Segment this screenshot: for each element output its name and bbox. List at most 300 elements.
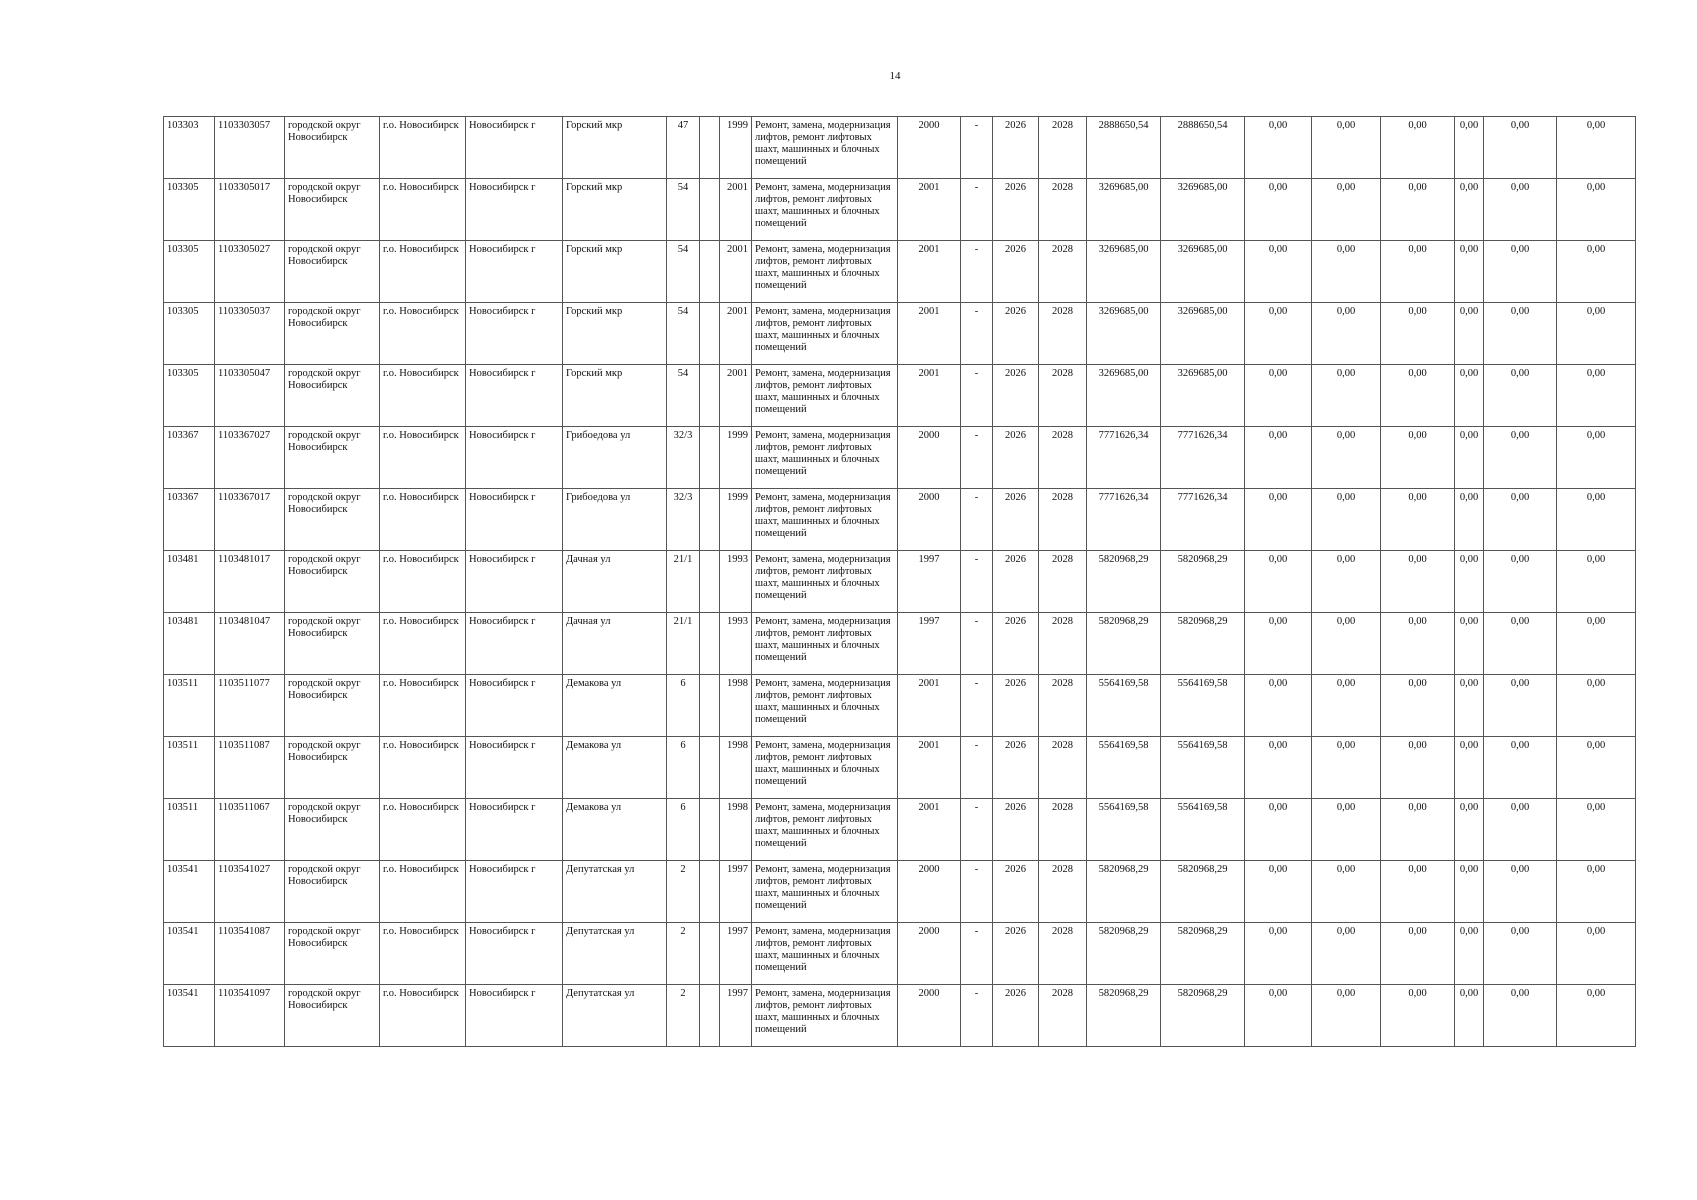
cell-year-to: 2028: [1039, 365, 1087, 427]
table-row: [164, 365, 1636, 427]
cell-municipality: г.о. Новосибирск: [380, 427, 466, 489]
cell-value-6: 0,00: [1557, 861, 1636, 923]
cell-value-1: 0,00: [1245, 427, 1312, 489]
cell-year-built: 1997: [720, 861, 752, 923]
cell-work-type: Ремонт, замена, модернизация лифтов, ремонт лифтовых шахт, машинных и блочных помещений: [752, 489, 898, 551]
cell-house: 6: [667, 675, 700, 737]
cell-cost-fund: 5820968,29: [1161, 985, 1245, 1047]
cell-mark: -: [961, 551, 993, 613]
cell-mark: -: [961, 923, 993, 985]
cell-year-built: 2001: [720, 179, 752, 241]
cell-cost-total: 7771626,34: [1087, 489, 1161, 551]
cell-value-4: 0,00: [1455, 489, 1484, 551]
cell-mark: -: [961, 303, 993, 365]
cell-house: 2: [667, 923, 700, 985]
cell-municipality: г.о. Новосибирск: [380, 551, 466, 613]
cell-value-2: 0,00: [1312, 427, 1381, 489]
cell-year-built: 1993: [720, 551, 752, 613]
cell-cost-fund: 5564169,58: [1161, 675, 1245, 737]
cell-district: городской округ Новосибирск: [285, 427, 380, 489]
cell-district: городской округ Новосибирск: [285, 799, 380, 861]
cell-locality: Новосибирск г: [466, 861, 563, 923]
cell-year-from: 2026: [993, 551, 1039, 613]
cell-id: 103305: [164, 365, 215, 427]
cell-locality: Новосибирск г: [466, 117, 563, 179]
cell-year-built: 1999: [720, 427, 752, 489]
cell-id: 103541: [164, 985, 215, 1047]
cell-street: Горский мкр: [563, 303, 667, 365]
cell-value-1: 0,00: [1245, 179, 1312, 241]
cell-block: [700, 303, 720, 365]
cell-locality: Новосибирск г: [466, 551, 563, 613]
cell-value-6: 0,00: [1557, 737, 1636, 799]
cell-id: 103305: [164, 303, 215, 365]
cell-value-1: 0,00: [1245, 923, 1312, 985]
cell-year-last-repair: 2000: [898, 861, 961, 923]
cell-district: городской округ Новосибирск: [285, 737, 380, 799]
cell-value-3: 0,00: [1381, 241, 1455, 303]
cell-value-2: 0,00: [1312, 799, 1381, 861]
cell-cost-total: 2888650,54: [1087, 117, 1161, 179]
cell-code: 1103305027: [215, 241, 285, 303]
table-row: [164, 303, 1636, 365]
table-row: [164, 117, 1636, 179]
cell-year-built: 2001: [720, 303, 752, 365]
cell-mark: -: [961, 737, 993, 799]
cell-mark: -: [961, 985, 993, 1047]
cell-cost-total: 3269685,00: [1087, 365, 1161, 427]
cell-year-last-repair: 2001: [898, 675, 961, 737]
cell-value-2: 0,00: [1312, 861, 1381, 923]
cell-value-3: 0,00: [1381, 985, 1455, 1047]
cell-block: [700, 861, 720, 923]
cell-district: городской округ Новосибирск: [285, 179, 380, 241]
cell-locality: Новосибирск г: [466, 179, 563, 241]
cell-cost-total: 5820968,29: [1087, 551, 1161, 613]
cell-cost-fund: 5820968,29: [1161, 923, 1245, 985]
cell-value-5: 0,00: [1484, 861, 1557, 923]
cell-year-built: 2001: [720, 365, 752, 427]
cell-year-from: 2026: [993, 861, 1039, 923]
cell-year-from: 2026: [993, 179, 1039, 241]
cell-value-4: 0,00: [1455, 613, 1484, 675]
cell-cost-fund: 3269685,00: [1161, 241, 1245, 303]
cell-value-5: 0,00: [1484, 179, 1557, 241]
cell-work-type: Ремонт, замена, модернизация лифтов, ремонт лифтовых шахт, машинных и блочных помещений: [752, 241, 898, 303]
cell-year-from: 2026: [993, 303, 1039, 365]
cell-value-3: 0,00: [1381, 923, 1455, 985]
table-row: [164, 613, 1636, 675]
cell-value-1: 0,00: [1245, 241, 1312, 303]
table-row: [164, 241, 1636, 303]
cell-value-6: 0,00: [1557, 923, 1636, 985]
cell-year-to: 2028: [1039, 675, 1087, 737]
cell-block: [700, 675, 720, 737]
table-row: [164, 551, 1636, 613]
cell-value-4: 0,00: [1455, 551, 1484, 613]
cell-year-last-repair: 1997: [898, 613, 961, 675]
cell-id: 103541: [164, 923, 215, 985]
cell-value-3: 0,00: [1381, 303, 1455, 365]
cell-year-last-repair: 2000: [898, 427, 961, 489]
cell-value-3: 0,00: [1381, 613, 1455, 675]
cell-value-6: 0,00: [1557, 241, 1636, 303]
cell-value-4: 0,00: [1455, 179, 1484, 241]
cell-municipality: г.о. Новосибирск: [380, 985, 466, 1047]
cell-locality: Новосибирск г: [466, 427, 563, 489]
cell-year-to: 2028: [1039, 923, 1087, 985]
cell-value-3: 0,00: [1381, 427, 1455, 489]
cell-year-to: 2028: [1039, 985, 1087, 1047]
cell-municipality: г.о. Новосибирск: [380, 489, 466, 551]
cell-value-1: 0,00: [1245, 365, 1312, 427]
cell-value-1: 0,00: [1245, 489, 1312, 551]
cell-value-5: 0,00: [1484, 117, 1557, 179]
cell-code: 1103511077: [215, 675, 285, 737]
cell-year-last-repair: 2001: [898, 365, 961, 427]
cell-year-built: 1999: [720, 489, 752, 551]
cell-year-last-repair: 2000: [898, 489, 961, 551]
cell-year-last-repair: 2000: [898, 985, 961, 1047]
cell-value-1: 0,00: [1245, 117, 1312, 179]
cell-year-to: 2028: [1039, 427, 1087, 489]
cell-cost-fund: 5564169,58: [1161, 737, 1245, 799]
cell-id: 103305: [164, 241, 215, 303]
cell-municipality: г.о. Новосибирск: [380, 241, 466, 303]
cell-year-to: 2028: [1039, 861, 1087, 923]
cell-code: 1103481047: [215, 613, 285, 675]
cell-value-3: 0,00: [1381, 737, 1455, 799]
cell-municipality: г.о. Новосибирск: [380, 613, 466, 675]
cell-year-from: 2026: [993, 675, 1039, 737]
table-body: [164, 117, 1636, 1047]
cell-value-6: 0,00: [1557, 489, 1636, 551]
cell-street: Горский мкр: [563, 241, 667, 303]
cell-code: 1103367027: [215, 427, 285, 489]
cell-work-type: Ремонт, замена, модернизация лифтов, ремонт лифтовых шахт, машинных и блочных помещений: [752, 551, 898, 613]
cell-id: 103305: [164, 179, 215, 241]
cell-value-3: 0,00: [1381, 799, 1455, 861]
cell-year-built: 2001: [720, 241, 752, 303]
cell-value-2: 0,00: [1312, 985, 1381, 1047]
cell-municipality: г.о. Новосибирск: [380, 179, 466, 241]
cell-year-last-repair: 2001: [898, 179, 961, 241]
cell-year-built: 1998: [720, 675, 752, 737]
cell-block: [700, 923, 720, 985]
cell-block: [700, 985, 720, 1047]
cell-value-2: 0,00: [1312, 675, 1381, 737]
cell-id: 103481: [164, 613, 215, 675]
cell-district: городской округ Новосибирск: [285, 613, 380, 675]
cell-value-5: 0,00: [1484, 489, 1557, 551]
cell-house: 54: [667, 179, 700, 241]
cell-cost-total: 3269685,00: [1087, 179, 1161, 241]
cell-house: 2: [667, 985, 700, 1047]
cell-year-last-repair: 2000: [898, 117, 961, 179]
cell-cost-total: 3269685,00: [1087, 241, 1161, 303]
cell-work-type: Ремонт, замена, модернизация лифтов, ремонт лифтовых шахт, машинных и блочных помещений: [752, 799, 898, 861]
cell-value-6: 0,00: [1557, 551, 1636, 613]
table-row: [164, 675, 1636, 737]
cell-value-4: 0,00: [1455, 427, 1484, 489]
cell-municipality: г.о. Новосибирск: [380, 799, 466, 861]
cell-value-3: 0,00: [1381, 861, 1455, 923]
cell-locality: Новосибирск г: [466, 985, 563, 1047]
cell-value-6: 0,00: [1557, 613, 1636, 675]
cell-block: [700, 179, 720, 241]
cell-house: 54: [667, 241, 700, 303]
cell-value-2: 0,00: [1312, 303, 1381, 365]
cell-house: 21/1: [667, 551, 700, 613]
cell-value-2: 0,00: [1312, 117, 1381, 179]
cell-year-to: 2028: [1039, 799, 1087, 861]
cell-value-2: 0,00: [1312, 179, 1381, 241]
cell-value-5: 0,00: [1484, 303, 1557, 365]
cell-year-built: 1993: [720, 613, 752, 675]
table-row: [164, 179, 1636, 241]
cell-block: [700, 551, 720, 613]
cell-value-3: 0,00: [1381, 365, 1455, 427]
cell-mark: -: [961, 179, 993, 241]
cell-value-1: 0,00: [1245, 861, 1312, 923]
cell-municipality: г.о. Новосибирск: [380, 675, 466, 737]
cell-cost-total: 3269685,00: [1087, 303, 1161, 365]
cell-work-type: Ремонт, замена, модернизация лифтов, ремонт лифтовых шахт, машинных и блочных помещений: [752, 737, 898, 799]
cell-code: 1103541087: [215, 923, 285, 985]
cell-cost-total: 5820968,29: [1087, 985, 1161, 1047]
cell-value-4: 0,00: [1455, 799, 1484, 861]
cell-code: 1103303057: [215, 117, 285, 179]
cell-district: городской округ Новосибирск: [285, 365, 380, 427]
cell-district: городской округ Новосибирск: [285, 675, 380, 737]
cell-cost-fund: 5820968,29: [1161, 613, 1245, 675]
cell-value-3: 0,00: [1381, 179, 1455, 241]
cell-value-2: 0,00: [1312, 613, 1381, 675]
cell-cost-total: 5820968,29: [1087, 861, 1161, 923]
cell-value-3: 0,00: [1381, 489, 1455, 551]
cell-value-2: 0,00: [1312, 737, 1381, 799]
cell-municipality: г.о. Новосибирск: [380, 303, 466, 365]
cell-house: 2: [667, 861, 700, 923]
cell-value-4: 0,00: [1455, 985, 1484, 1047]
cell-year-to: 2028: [1039, 117, 1087, 179]
cell-value-1: 0,00: [1245, 551, 1312, 613]
cell-code: 1103367017: [215, 489, 285, 551]
repair-program-table: [163, 116, 1636, 1047]
cell-value-2: 0,00: [1312, 551, 1381, 613]
cell-year-to: 2028: [1039, 303, 1087, 365]
cell-id: 103511: [164, 675, 215, 737]
cell-house: 54: [667, 365, 700, 427]
cell-value-2: 0,00: [1312, 365, 1381, 427]
cell-mark: -: [961, 365, 993, 427]
cell-value-1: 0,00: [1245, 675, 1312, 737]
cell-locality: Новосибирск г: [466, 303, 563, 365]
cell-value-3: 0,00: [1381, 675, 1455, 737]
cell-year-built: 1997: [720, 923, 752, 985]
cell-value-4: 0,00: [1455, 675, 1484, 737]
cell-value-2: 0,00: [1312, 923, 1381, 985]
cell-value-5: 0,00: [1484, 675, 1557, 737]
cell-locality: Новосибирск г: [466, 737, 563, 799]
cell-year-last-repair: 1997: [898, 551, 961, 613]
cell-cost-total: 5820968,29: [1087, 613, 1161, 675]
cell-municipality: г.о. Новосибирск: [380, 365, 466, 427]
cell-mark: -: [961, 675, 993, 737]
cell-code: 1103481017: [215, 551, 285, 613]
cell-id: 103541: [164, 861, 215, 923]
cell-district: городской округ Новосибирск: [285, 861, 380, 923]
cell-house: 6: [667, 737, 700, 799]
cell-work-type: Ремонт, замена, модернизация лифтов, ремонт лифтовых шахт, машинных и блочных помещений: [752, 613, 898, 675]
cell-street: Грибоедова ул: [563, 427, 667, 489]
cell-work-type: Ремонт, замена, модернизация лифтов, ремонт лифтовых шахт, машинных и блочных помещений: [752, 179, 898, 241]
cell-house: 32/3: [667, 427, 700, 489]
cell-street: Депутатская ул: [563, 861, 667, 923]
cell-house: 21/1: [667, 613, 700, 675]
cell-id: 103511: [164, 737, 215, 799]
cell-locality: Новосибирск г: [466, 613, 563, 675]
cell-year-to: 2028: [1039, 737, 1087, 799]
cell-municipality: г.о. Новосибирск: [380, 117, 466, 179]
cell-street: Горский мкр: [563, 117, 667, 179]
cell-code: 1103511087: [215, 737, 285, 799]
cell-value-6: 0,00: [1557, 365, 1636, 427]
cell-district: городской округ Новосибирск: [285, 923, 380, 985]
cell-value-6: 0,00: [1557, 985, 1636, 1047]
cell-year-from: 2026: [993, 737, 1039, 799]
cell-work-type: Ремонт, замена, модернизация лифтов, ремонт лифтовых шахт, машинных и блочных помещений: [752, 303, 898, 365]
cell-mark: -: [961, 241, 993, 303]
cell-street: Депутатская ул: [563, 985, 667, 1047]
cell-cost-total: 5564169,58: [1087, 799, 1161, 861]
cell-year-last-repair: 2001: [898, 799, 961, 861]
cell-id: 103367: [164, 489, 215, 551]
cell-id: 103481: [164, 551, 215, 613]
cell-year-from: 2026: [993, 241, 1039, 303]
cell-value-2: 0,00: [1312, 241, 1381, 303]
cell-work-type: Ремонт, замена, модернизация лифтов, ремонт лифтовых шахт, машинных и блочных помещений: [752, 861, 898, 923]
table-row: [164, 985, 1636, 1047]
cell-code: 1103541027: [215, 861, 285, 923]
cell-house: 54: [667, 303, 700, 365]
cell-year-from: 2026: [993, 923, 1039, 985]
cell-year-to: 2028: [1039, 241, 1087, 303]
cell-street: Горский мкр: [563, 179, 667, 241]
cell-cost-fund: 5564169,58: [1161, 799, 1245, 861]
cell-street: Демакова ул: [563, 737, 667, 799]
table-row: [164, 799, 1636, 861]
cell-year-from: 2026: [993, 985, 1039, 1047]
table-row: [164, 489, 1636, 551]
cell-year-built: 1998: [720, 799, 752, 861]
cell-street: Дачная ул: [563, 613, 667, 675]
cell-value-5: 0,00: [1484, 985, 1557, 1047]
cell-value-2: 0,00: [1312, 489, 1381, 551]
cell-street: Депутатская ул: [563, 923, 667, 985]
cell-value-1: 0,00: [1245, 613, 1312, 675]
cell-block: [700, 613, 720, 675]
cell-street: Горский мкр: [563, 365, 667, 427]
cell-cost-fund: 3269685,00: [1161, 303, 1245, 365]
cell-id: 103367: [164, 427, 215, 489]
cell-year-last-repair: 2001: [898, 241, 961, 303]
cell-value-4: 0,00: [1455, 303, 1484, 365]
cell-value-4: 0,00: [1455, 241, 1484, 303]
cell-locality: Новосибирск г: [466, 241, 563, 303]
cell-value-4: 0,00: [1455, 737, 1484, 799]
page-number: 14: [889, 70, 901, 82]
cell-value-6: 0,00: [1557, 799, 1636, 861]
cell-value-6: 0,00: [1557, 303, 1636, 365]
cell-year-built: 1997: [720, 985, 752, 1047]
cell-municipality: г.о. Новосибирск: [380, 923, 466, 985]
cell-district: городской округ Новосибирск: [285, 489, 380, 551]
cell-district: городской округ Новосибирск: [285, 117, 380, 179]
cell-house: 6: [667, 799, 700, 861]
cell-street: Демакова ул: [563, 799, 667, 861]
cell-year-built: 1998: [720, 737, 752, 799]
cell-cost-total: 7771626,34: [1087, 427, 1161, 489]
cell-locality: Новосибирск г: [466, 365, 563, 427]
cell-id: 103303: [164, 117, 215, 179]
cell-street: Демакова ул: [563, 675, 667, 737]
cell-value-1: 0,00: [1245, 303, 1312, 365]
cell-mark: -: [961, 117, 993, 179]
cell-work-type: Ремонт, замена, модернизация лифтов, ремонт лифтовых шахт, машинных и блочных помещений: [752, 117, 898, 179]
cell-value-5: 0,00: [1484, 427, 1557, 489]
cell-mark: -: [961, 799, 993, 861]
cell-year-last-repair: 2001: [898, 737, 961, 799]
cell-district: городской округ Новосибирск: [285, 551, 380, 613]
cell-value-5: 0,00: [1484, 365, 1557, 427]
cell-house: 47: [667, 117, 700, 179]
cell-year-last-repair: 2000: [898, 923, 961, 985]
cell-year-to: 2028: [1039, 179, 1087, 241]
cell-block: [700, 799, 720, 861]
cell-year-from: 2026: [993, 427, 1039, 489]
cell-mark: -: [961, 613, 993, 675]
cell-code: 1103511067: [215, 799, 285, 861]
cell-work-type: Ремонт, замена, модернизация лифтов, ремонт лифтовых шахт, машинных и блочных помещений: [752, 923, 898, 985]
cell-value-1: 0,00: [1245, 799, 1312, 861]
cell-code: 1103305017: [215, 179, 285, 241]
cell-municipality: г.о. Новосибирск: [380, 861, 466, 923]
cell-block: [700, 489, 720, 551]
cell-value-6: 0,00: [1557, 427, 1636, 489]
table-row: [164, 427, 1636, 489]
cell-value-5: 0,00: [1484, 613, 1557, 675]
cell-block: [700, 737, 720, 799]
cell-value-5: 0,00: [1484, 799, 1557, 861]
cell-value-5: 0,00: [1484, 551, 1557, 613]
cell-cost-fund: 5820968,29: [1161, 551, 1245, 613]
cell-value-4: 0,00: [1455, 923, 1484, 985]
cell-cost-total: 5820968,29: [1087, 923, 1161, 985]
cell-value-4: 0,00: [1455, 365, 1484, 427]
cell-value-5: 0,00: [1484, 737, 1557, 799]
cell-year-from: 2026: [993, 365, 1039, 427]
cell-year-to: 2028: [1039, 489, 1087, 551]
cell-value-5: 0,00: [1484, 923, 1557, 985]
cell-house: 32/3: [667, 489, 700, 551]
cell-work-type: Ремонт, замена, модернизация лифтов, ремонт лифтовых шахт, машинных и блочных помещений: [752, 985, 898, 1047]
cell-value-5: 0,00: [1484, 241, 1557, 303]
table-row: [164, 861, 1636, 923]
cell-cost-fund: 7771626,34: [1161, 427, 1245, 489]
cell-value-6: 0,00: [1557, 117, 1636, 179]
cell-id: 103511: [164, 799, 215, 861]
